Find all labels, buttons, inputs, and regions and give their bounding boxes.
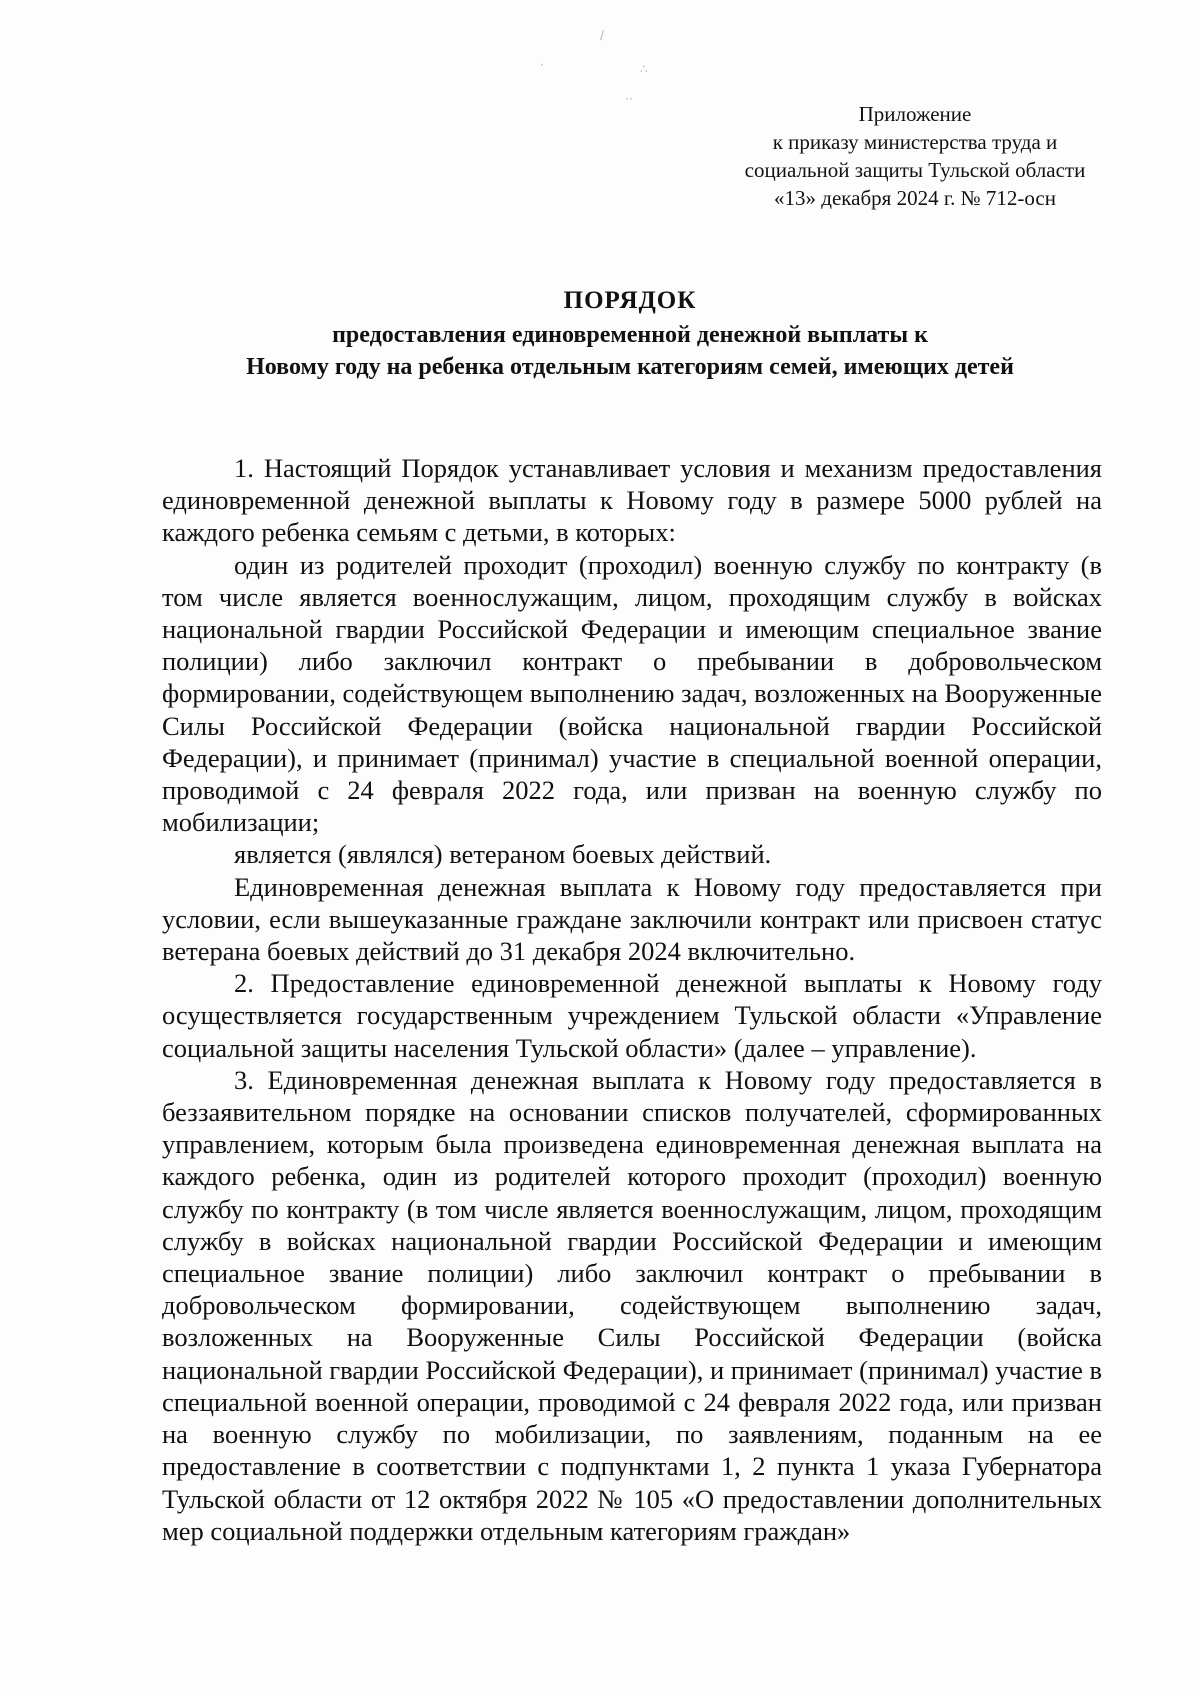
document-title	[150, 285, 1110, 383]
scan-speck: ·	[540, 58, 544, 72]
title-subtitle-line: предоставления единовременной денежной выплаты к	[332, 322, 928, 348]
title-subtitle-line: Новому году на ребенка отдельным категориям семей, имеющих детей	[246, 354, 1014, 380]
scan-speck: /	[600, 28, 605, 42]
paragraph: один из родителей проходит (проходил) военную службу по контракту (в том числе является военнослужащим, лицом, проходящим службу в войсках национальной гвардии Российской Федерации и имеющим специальное звание полиции) либо заключил контракт о пребывании в добровольческом формировании, содействующем выполнению задач, возложенных на Вооруженные Силы Российской Федерации (войска национальной гвардии Российской Федерации), и принимает (принимал) участие в специальной военной операции, проводимой с 24 февраля 2022 года, или призван на военную службу по мобилизации;	[162, 549, 1102, 838]
appendix-line: Приложение	[858, 102, 972, 126]
scan-speck: ∴	[640, 62, 648, 76]
document-body	[162, 452, 1102, 1547]
paragraph: 2. Предоставление единовременной денежной выплаты к Новому году осуществляется государственным учреждением Тульской области «Управление социальной защиты населения Тульской области» (далее – управление).	[162, 968, 1102, 1063]
appendix-header	[705, 100, 1125, 212]
scan-speck: ··	[625, 92, 633, 106]
appendix-line: «13» декабря 2024 г. № 712-осн	[774, 186, 1056, 210]
paragraph: 1. Настоящий Порядок устанавливает условия и механизм предоставления единовременной денежной выплаты к Новому году в размере 5000 рублей на каждого ребенка семьям с детьми, в которых:	[162, 453, 1102, 548]
paragraph: Единовременная денежная выплата к Новому году предоставляется при условии, если вышеуказанные граждане заключили контракт или присвоен статус ветерана боевых действий до 31 декабря 2024 включительно.	[162, 871, 1102, 967]
appendix-line: социальной защиты Тульской области	[744, 158, 1086, 182]
title-main: ПОРЯДОК	[563, 287, 697, 314]
paragraph: является (являлся) ветераном боевых действий.	[234, 839, 772, 870]
paragraph: 3. Единовременная денежная выплата к Новому году предоставляется в беззаявительном порядке на основании списков получателей, сформированных управлением, которым была произведена единовременная денежная выплата на каждого ребенка, один из родителей которого проходит (проходил) военную службу по контракту (в том числе является военнослужащим, лицом, проходящим службу в войсках национальной гвардии Российской Федерации и имеющим специальное звание полиции) либо заключил контракт о пребывании в добровольческом формировании, содействующем выполнению задач, возложенных на Вооруженные Силы Российской Федерации (войска национальной гвардии Российской Федерации), и принимает (принимал) участие в специальной военной операции, проводимой с 24 февраля 2022 года, или призван на военную службу по мобилизации, по заявлениям, поданным на ее предоставление в соответствии с подпунктами 1, 2 пункта 1 указа Губернатора Тульской области от 12 октября 2022 № 105 «О предоставлении дополнительных мер социальной поддержки отдельным категориям граждан»	[162, 1064, 1102, 1546]
appendix-line: к приказу министерства труда и	[772, 130, 1058, 154]
